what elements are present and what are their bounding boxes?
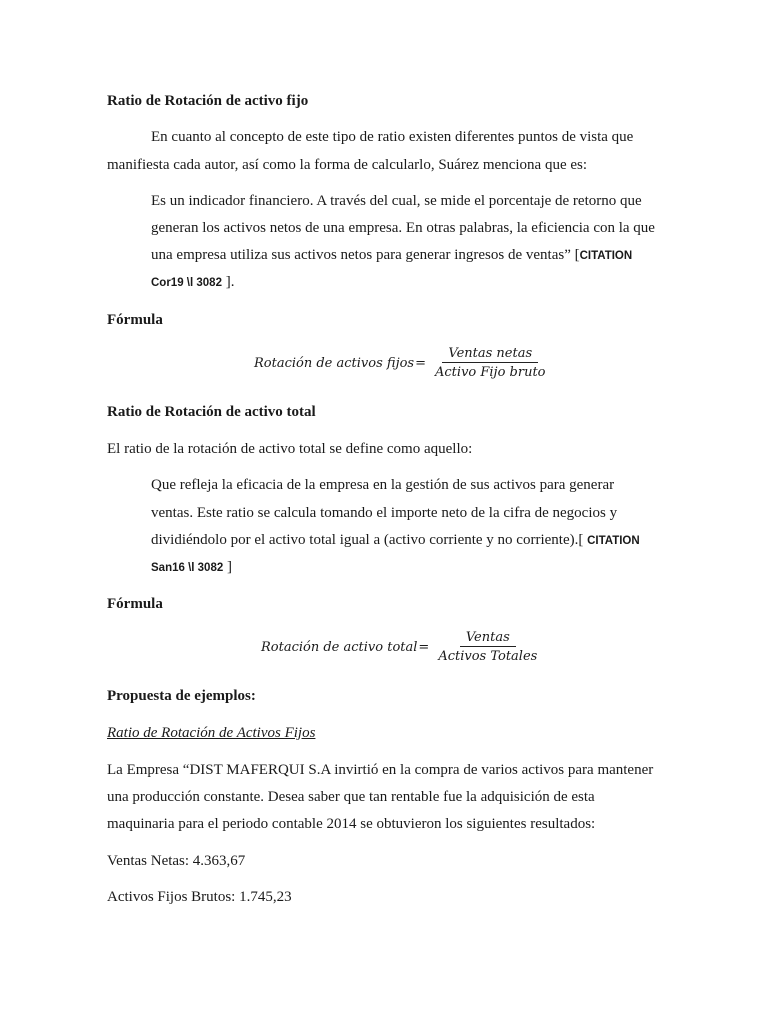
- formula-label: Fórmula: [107, 312, 163, 328]
- quote-text: una empresa utiliza sus activos netos para generar ingresos de ventas” [: [151, 247, 580, 263]
- paragraph-line: maquinaria para el periodo contable 2014 se obtuvieron los siguientes resultados:: [107, 816, 596, 832]
- quote-text: dividiéndolo por el activo total igual a (activo corriente y no corriente).[: [151, 532, 588, 548]
- formula-fraction: [432, 630, 543, 664]
- quote-line: Es un indicador financiero. A través del cual, se mide el porcentaje de retorno que: [151, 193, 642, 209]
- paragraph-line: manifiesta cada autor, así como la forma de calcularlo, Suárez menciona que es:: [107, 157, 588, 173]
- ventas-netas-value: Ventas Netas: 4.363,67: [107, 853, 246, 869]
- formula-denominator: Activos Totales: [438, 649, 538, 664]
- activos-fijos-value: Activos Fijos Brutos: 1.745,23: [107, 889, 292, 905]
- citation-end: ].: [221, 274, 235, 290]
- quote-line: [151, 247, 632, 264]
- formula-lhs: Rotación de activo total: [261, 639, 418, 655]
- paragraph-line: En cuanto al concepto de este tipo de ratio existen diferentes puntos de vista que: [151, 129, 634, 145]
- citation-field: CITATION: [579, 250, 633, 262]
- formula-denominator: Activo Fijo bruto: [435, 365, 546, 380]
- section-heading-ejemplos: Propuesta de ejemplos:: [107, 688, 256, 704]
- paragraph-line: El ratio de la rotación de activo total se define como aquello:: [107, 441, 473, 457]
- formula-fraction: [429, 346, 551, 380]
- quote-line: Que refleja la eficacia de la empresa en la gestión de sus activos para generar: [151, 477, 615, 493]
- paragraph-line: una producción constante. Desea saber que tan rentable fue la adquisición de esta: [107, 789, 595, 805]
- citation-field: CITATION: [587, 535, 640, 547]
- formula-numerator: Ventas netas: [442, 346, 538, 363]
- quote-line: [151, 532, 640, 549]
- quote-line: ventas. Este ratio se calcula tomando el importe neto de la cifra de negocios y: [151, 505, 618, 521]
- formula-equals: =: [415, 355, 427, 371]
- subheading-activos-fijos: Ratio de Rotación de Activos Fijos: [107, 725, 316, 741]
- section-heading-activo-total: Ratio de Rotación de activo total: [107, 404, 316, 420]
- citation-end: ]: [223, 559, 232, 575]
- citation-field: San16 \l 3082: [151, 562, 224, 574]
- paragraph-line: La Empresa “DIST MAFERQUI S.A invirtió en la compra de varios activos para mantener: [107, 762, 654, 778]
- formula-numerator: Ventas: [460, 630, 516, 647]
- formula-activo-total: [261, 630, 543, 664]
- citation-field: Cor19 \l 3082: [151, 277, 222, 289]
- section-heading-activo-fijo: Ratio de Rotación de activo fijo: [107, 93, 309, 109]
- formula-activo-fijo: [254, 346, 552, 380]
- quote-line: generan los activos netos de una empresa. En otras palabras, la eficiencia con la que: [151, 220, 655, 236]
- formula-equals: =: [418, 639, 430, 655]
- citation-line: [151, 559, 232, 576]
- citation-line: [151, 274, 234, 291]
- formula-label: Fórmula: [107, 596, 163, 612]
- formula-lhs: Rotación de activos fijos: [254, 355, 415, 371]
